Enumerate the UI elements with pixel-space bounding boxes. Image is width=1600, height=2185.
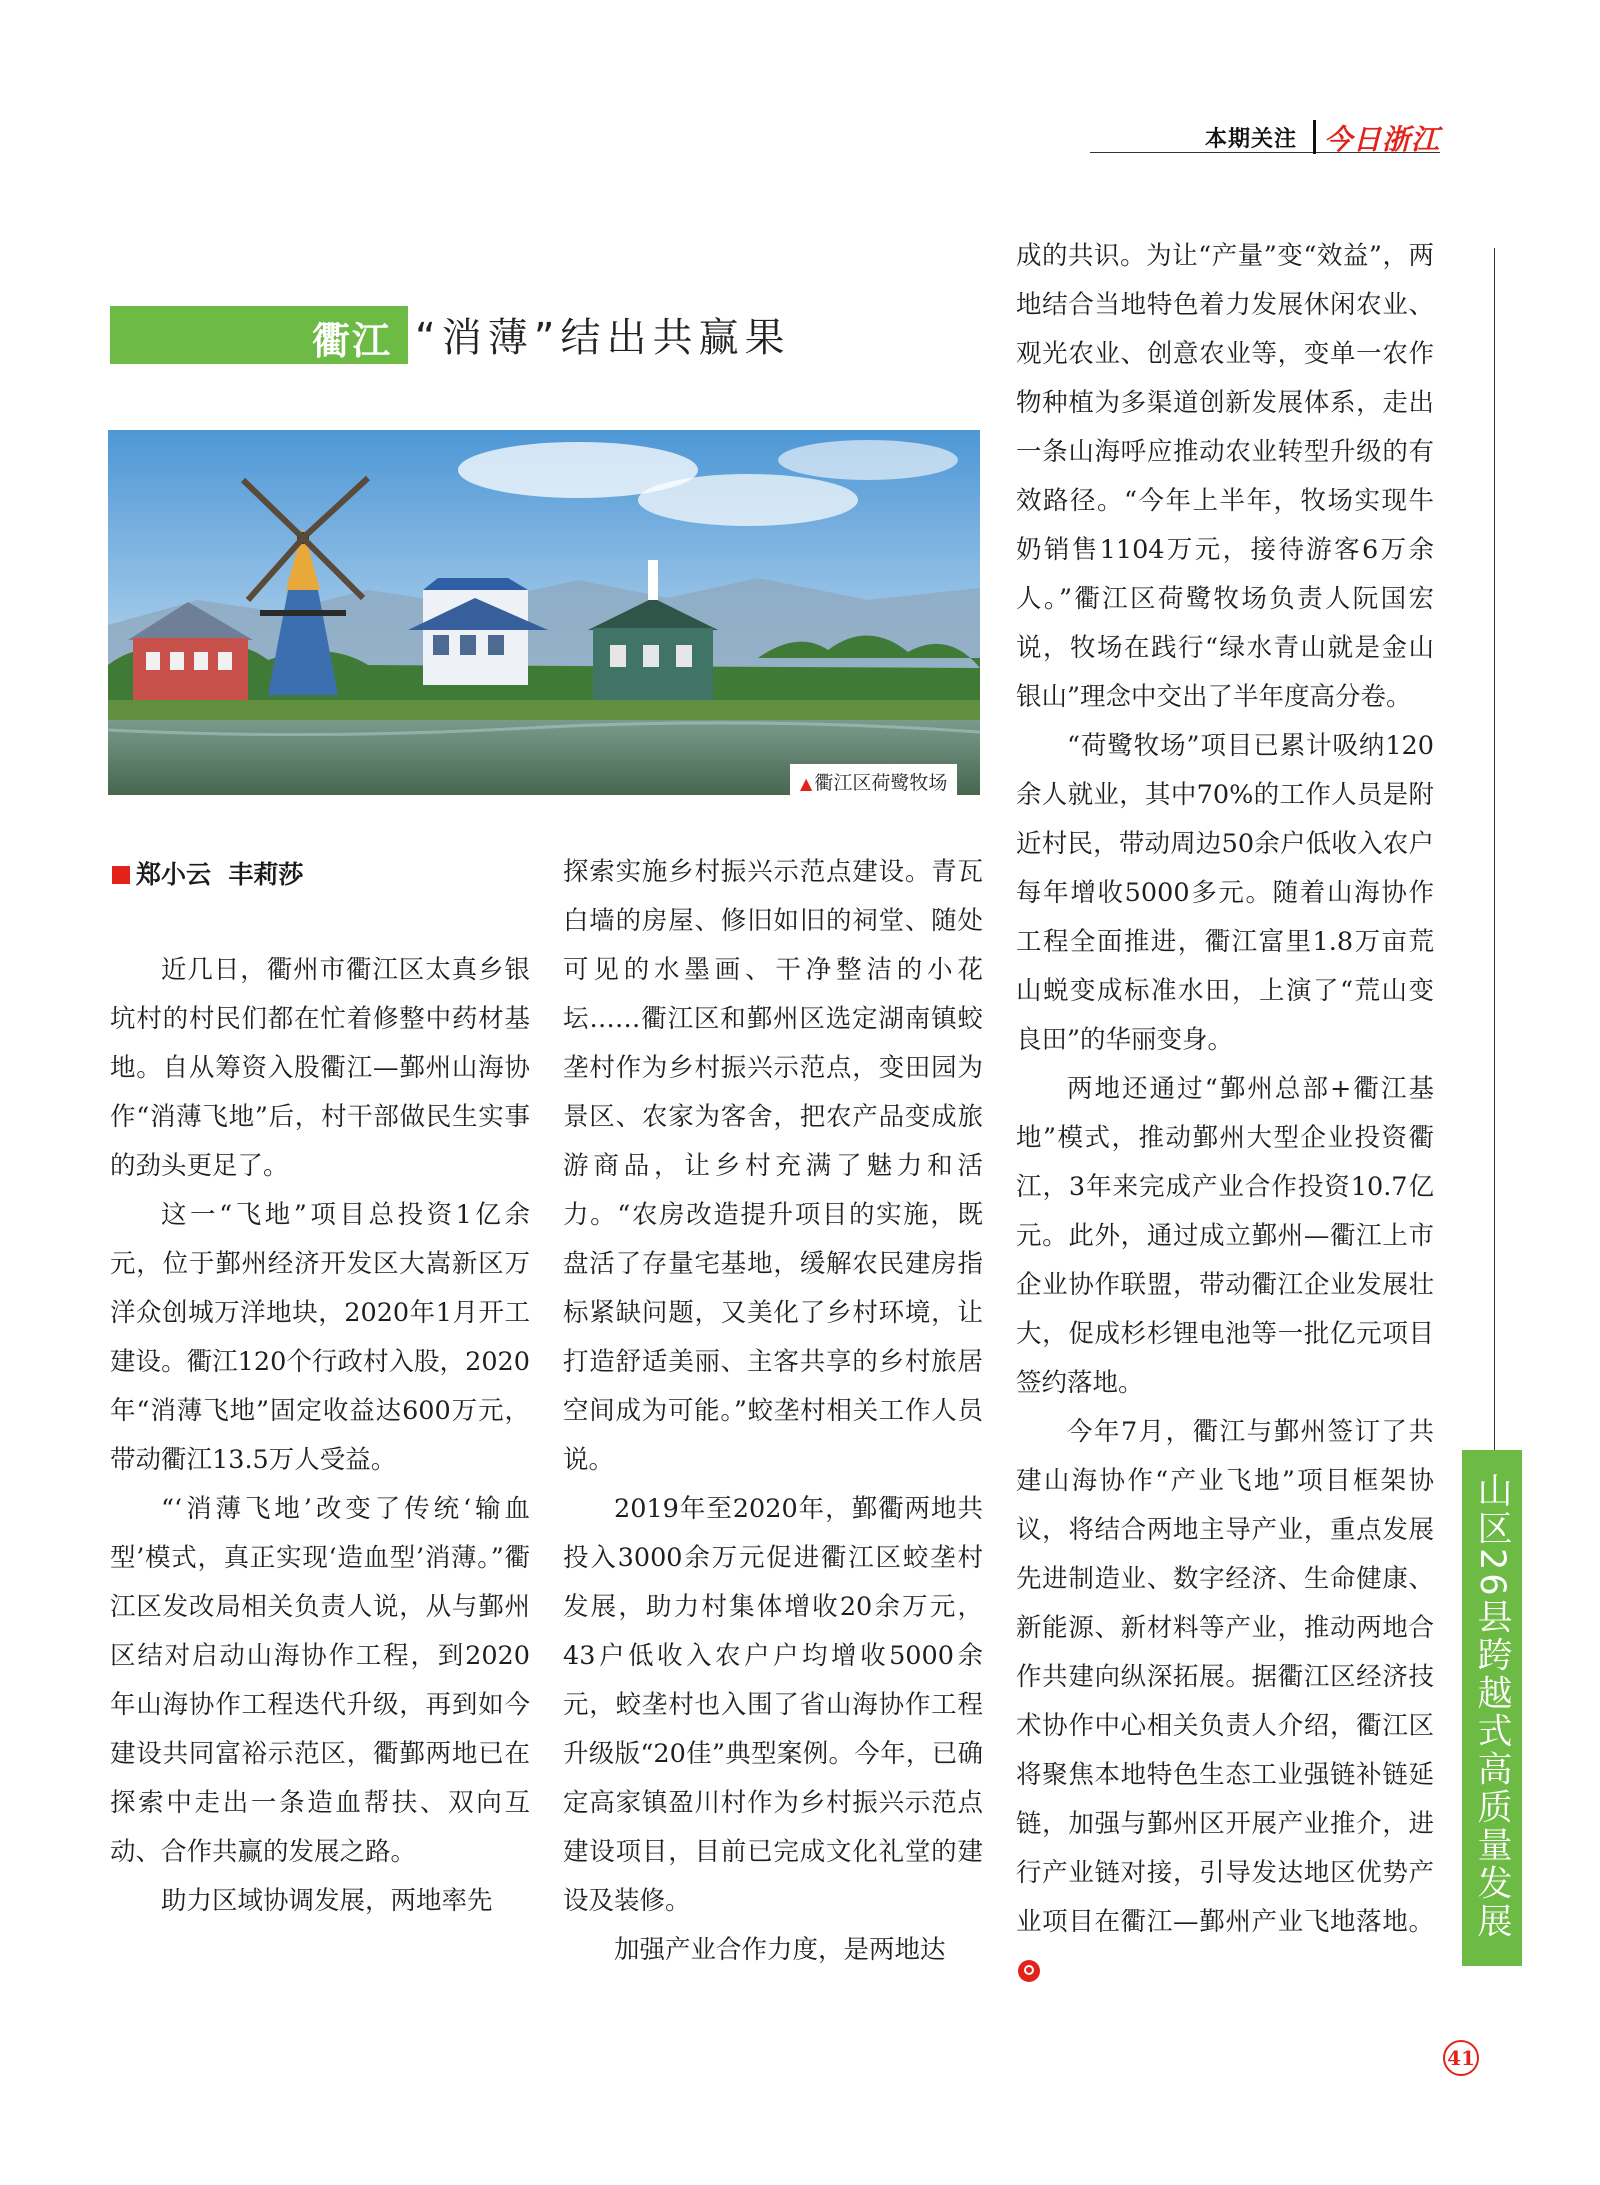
paragraph: 加强产业合作力度，是两地达 (614, 1935, 946, 1965)
paragraph: 探索实施乡村振兴示范点建设。青瓦白墙的房屋、修旧如旧的祠堂、随处可见的水墨画、干净整洁的小花坛……衢江区和鄞州区选定湖南镇蛟垄村作为乡村振兴示范点，变田园为景区、农家为客舍，把农产品变成旅游商品，让乡村充满了魅力和活力。“农房改造提升项目的实施，既盘活了存量宅基地，缓解农民建房指标紧缺问题，又美化了乡村环境，让打造舒适美丽、主客共享的乡村旅居空间成为可能。”蛟垄村相关工作人员说。 (563, 857, 983, 1475)
paragraph: “荷鹭牧场”项目已累计吸纳120余人就业，其中70%的工作人员是附近村民，带动周边50余户低收入农户每年增收5000多元。随着山海协作工程全面推进，衢江富里1.8万亩荒山蜕变成标准水田，上演了“荒山变良田”的华丽变身。 (1016, 731, 1434, 1055)
photo-caption (790, 764, 957, 798)
photo-caption-text: 衢江区荷鹭牧场 (814, 772, 948, 794)
caption-triangle-icon: ▲ (800, 774, 813, 793)
side-tab-text: 山区26县跨越式高质量发展 (1472, 1472, 1512, 1941)
article-photo (108, 430, 980, 795)
header-divider (1313, 120, 1316, 154)
article-title: “消薄”结出共赢果 (415, 315, 791, 361)
paragraph: “‘消薄飞地’改变了传统‘输血型’模式，真正实现‘造血型’消薄。”衢江区发改局相关负责人说，从与鄞州区结对启动山海协作工程，到2020年山海协作工程迭代升级，再到如今建设共同富裕示范区，衢鄞两地已在探索中走出一条造血帮扶、双向互动、合作共赢的发展之路。 (110, 1494, 530, 1867)
paragraph: 助力区域协调发展，两地率先 (161, 1886, 493, 1916)
column-1 (110, 946, 530, 1926)
byline-authors: 郑小云 丰莉莎 (136, 860, 304, 889)
paragraph: 近几日，衢州市衢江区太真乡银坑村的村民们都在忙着修整中药材基地。自从筹资入股衢江—鄞州山海协作“消薄飞地”后，村干部做民生实事的劲头更足了。 (110, 955, 530, 1181)
paragraph (1016, 1408, 1434, 1996)
byline (112, 855, 303, 891)
end-mark-icon (1018, 1960, 1040, 1982)
paragraph: 这一“飞地”项目总投资1亿余元，位于鄞州经济开发区大嵩新区万洋众创城万洋地块，2020年1月开工建设。衢江120个行政村入股，2020年“消薄飞地”固定收益达600万元，带动衢江13.5万人受益。 (110, 1200, 530, 1475)
paragraph: 成的共识。为让“产量”变“效益”，两地结合当地特色着力发展休闲农业、观光农业、创意农业等，变单一农作物种植为多渠道创新发展体系，走出一条山海呼应推动农业转型升级的有效路径。“今年上半年，牧场实现牛奶销售1104万元，接待游客6万余人。”衢江区荷鹭牧场负责人阮国宏说，牧场在践行“绿水青山就是金山银山”理念中交出了半年度高分卷。 (1016, 241, 1434, 712)
paragraph: 两地还通过“鄞州总部+衢江基地”模式，推动鄞州大型企业投资衢江，3年来完成产业合作投资10.7亿元。此外，通过成立鄞州—衢江上市企业协作联盟，带动衢江企业发展壮大，促成杉杉锂电池等一批亿元项目签约落地。 (1016, 1074, 1434, 1398)
paragraph-text: 今年7月，衢江与鄞州签订了共建山海协作“产业飞地”项目框架协议，将结合两地主导产业，重点发展先进制造业、数字经济、生命健康、新能源、新材料等产业，推动两地合作共建向纵深拓展。据衢江区经济技术协作中心相关负责人介绍，衢江区将聚焦本地特色生态工业强链补链延链，加强与鄞州区开展产业推介，进行产业链对接，引导发达地区优势产业项目在衢江—鄞州产业飞地落地。 (1016, 1417, 1434, 1937)
windmill-farm-illustration (108, 430, 980, 795)
brand-logo: 今日浙江 (1324, 123, 1441, 156)
section-label: 本期关注 (1205, 127, 1298, 152)
paragraph: 2019年至2020年，鄞衢两地共投入3000余万元促进衢江区蛟垄村发展，助力村集体增收20余万元，43户低收入农户户均增收5000余元，蛟垄村也入围了省山海协作工程升级版“20佳”典型案例。今年，已确定高家镇盈川村作为乡村振兴示范点建设项目，目前已完成文化礼堂的建设及装修。 (563, 1494, 983, 1916)
byline-marker-icon (112, 866, 130, 884)
page-number: 41 (1443, 2040, 1479, 2076)
article-title-place: 衢江 (312, 319, 393, 363)
column-2 (563, 848, 983, 1975)
column-3 (1016, 232, 1434, 1996)
